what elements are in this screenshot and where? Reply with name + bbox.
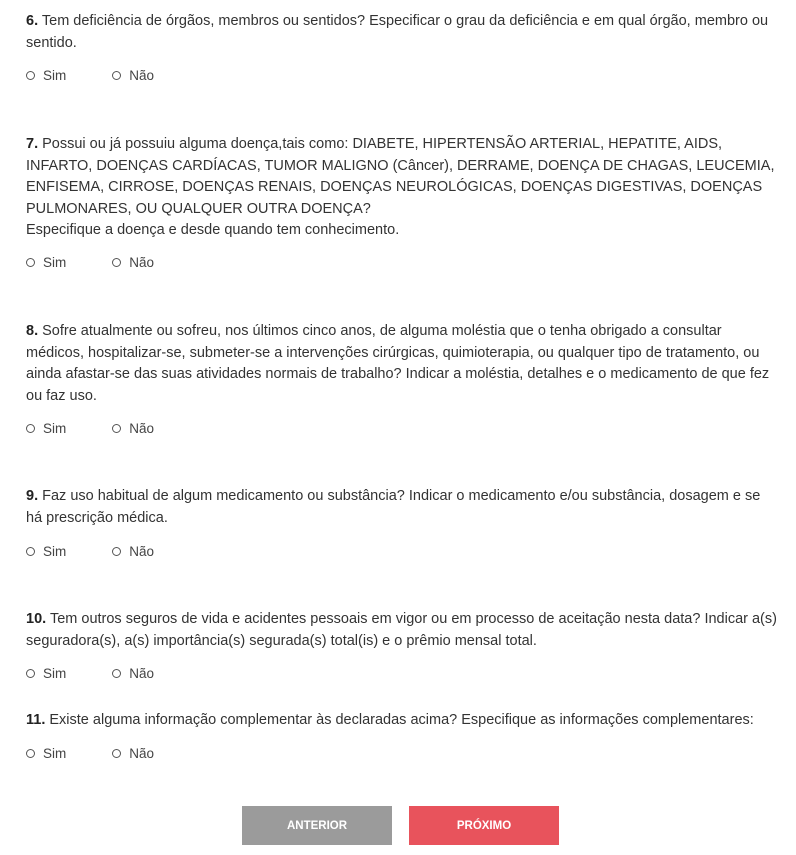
radio-icon[interactable] xyxy=(26,669,35,678)
option-label-nao: Não xyxy=(129,665,155,681)
navigation-buttons xyxy=(242,806,559,845)
radio-icon[interactable] xyxy=(26,71,35,80)
question-11 xyxy=(26,710,778,761)
question-10-text xyxy=(26,609,778,652)
question-9-number: 9. xyxy=(26,488,39,504)
question-7-option-nao[interactable] xyxy=(112,255,154,270)
question-7-option-sim[interactable] xyxy=(26,255,66,270)
question-11-text xyxy=(26,710,778,732)
question-7-number: 7. xyxy=(26,136,39,152)
question-7-text xyxy=(26,134,778,242)
radio-icon[interactable] xyxy=(26,749,35,758)
question-8-options xyxy=(26,419,200,437)
question-6-number: 6. xyxy=(26,13,39,29)
question-9-option-sim[interactable] xyxy=(26,544,66,559)
question-10-options xyxy=(26,664,200,682)
question-11-line-1: Existe alguma informação complementar às declaradas acima? Especifique as informações complementares: xyxy=(49,712,754,728)
question-10-option-nao[interactable] xyxy=(112,666,154,681)
question-9-text xyxy=(26,486,778,529)
question-11-option-sim[interactable] xyxy=(26,746,66,761)
option-label-sim: Sim xyxy=(43,665,67,681)
question-10 xyxy=(26,609,778,681)
question-8-text xyxy=(26,321,778,407)
option-label-sim: Sim xyxy=(43,254,67,270)
question-11-option-nao[interactable] xyxy=(112,746,154,761)
question-10-option-sim[interactable] xyxy=(26,666,66,681)
question-9-options xyxy=(26,542,200,560)
option-label-nao: Não xyxy=(129,420,155,436)
question-11-number: 11. xyxy=(26,712,46,728)
question-10-number: 10. xyxy=(26,611,47,627)
radio-icon[interactable] xyxy=(112,258,121,267)
option-label-sim: Sim xyxy=(43,420,67,436)
option-label-nao: Não xyxy=(129,254,155,270)
question-7-line-1: Possui ou já possuiu alguma doença,tais como: DIABETE, HIPERTENSÃO ARTERIAL, HEPATITE, AIDS, INFARTO, DOENÇAS CARDÍACAS, TUMOR MALIGNO (Câncer), DERRAME, DOENÇA DE CHAGAS, LEUCEMIA, ENFISEMA, CIRROSE, DOENÇAS RENAIS, DOENÇAS NEUROLÓGICAS, DOENÇAS DIGESTIVAS, DOENÇAS PULMONARES, OU QUALQUER OUTRA DOENÇA? xyxy=(26,136,775,217)
question-6-options xyxy=(26,66,200,84)
radio-icon[interactable] xyxy=(112,547,121,556)
previous-button[interactable]: ANTERIOR xyxy=(242,806,392,845)
radio-icon[interactable] xyxy=(112,424,121,433)
radio-icon[interactable] xyxy=(26,547,35,556)
radio-icon[interactable] xyxy=(112,749,121,758)
question-8-option-sim[interactable] xyxy=(26,421,66,436)
option-label-sim: Sim xyxy=(43,67,67,83)
question-7-options xyxy=(26,253,200,271)
question-6-line-1: Tem deficiência de órgãos, membros ou sentidos? Especificar o grau da deficiência e em qual órgão, membro ou sentido. xyxy=(26,13,769,51)
question-9 xyxy=(26,486,778,559)
question-6-option-nao[interactable] xyxy=(112,68,154,83)
question-8-option-nao[interactable] xyxy=(112,421,154,436)
question-8 xyxy=(26,321,778,436)
radio-icon[interactable] xyxy=(112,669,121,678)
question-6-text xyxy=(26,11,778,54)
question-7 xyxy=(26,134,778,270)
option-label-nao: Não xyxy=(129,67,155,83)
question-6 xyxy=(26,11,778,83)
question-7-line-2: Especifique a doença e desde quando tem conhecimento. xyxy=(26,222,400,238)
radio-icon[interactable] xyxy=(112,71,121,80)
option-label-nao: Não xyxy=(129,543,155,559)
next-button[interactable]: PRÓXIMO xyxy=(409,806,559,845)
option-label-sim: Sim xyxy=(43,543,67,559)
question-9-option-nao[interactable] xyxy=(112,544,154,559)
question-8-line-1: Sofre atualmente ou sofreu, nos últimos cinco anos, de alguma moléstia que o tenha obrigado a consultar médicos, hospitalizar-se, submeter-se a intervenções cirúrgicas, quimioterapia, ou qualquer tipo de tratamento, ou ainda afastar-se das suas atividades normais de trabalho? Indicar a moléstia, detalhes e o medicamento de que fez ou faz uso. xyxy=(26,323,770,404)
radio-icon[interactable] xyxy=(26,258,35,267)
question-10-line-1: Tem outros seguros de vida e acidentes pessoais em vigor ou em processo de aceitação nesta data? Indicar a(s) seguradora(s), a(s) importância(s) segurada(s) total(is) e o prêmio mensal total. xyxy=(26,611,777,649)
question-8-number: 8. xyxy=(26,323,39,339)
question-6-option-sim[interactable] xyxy=(26,68,66,83)
option-label-sim: Sim xyxy=(43,745,67,761)
radio-icon[interactable] xyxy=(26,424,35,433)
question-9-line-1: Faz uso habitual de algum medicamento ou substância? Indicar o medicamento e/ou substância, dosagem e se há prescrição médica. xyxy=(26,488,761,526)
option-label-nao: Não xyxy=(129,745,155,761)
question-11-options xyxy=(26,744,200,762)
